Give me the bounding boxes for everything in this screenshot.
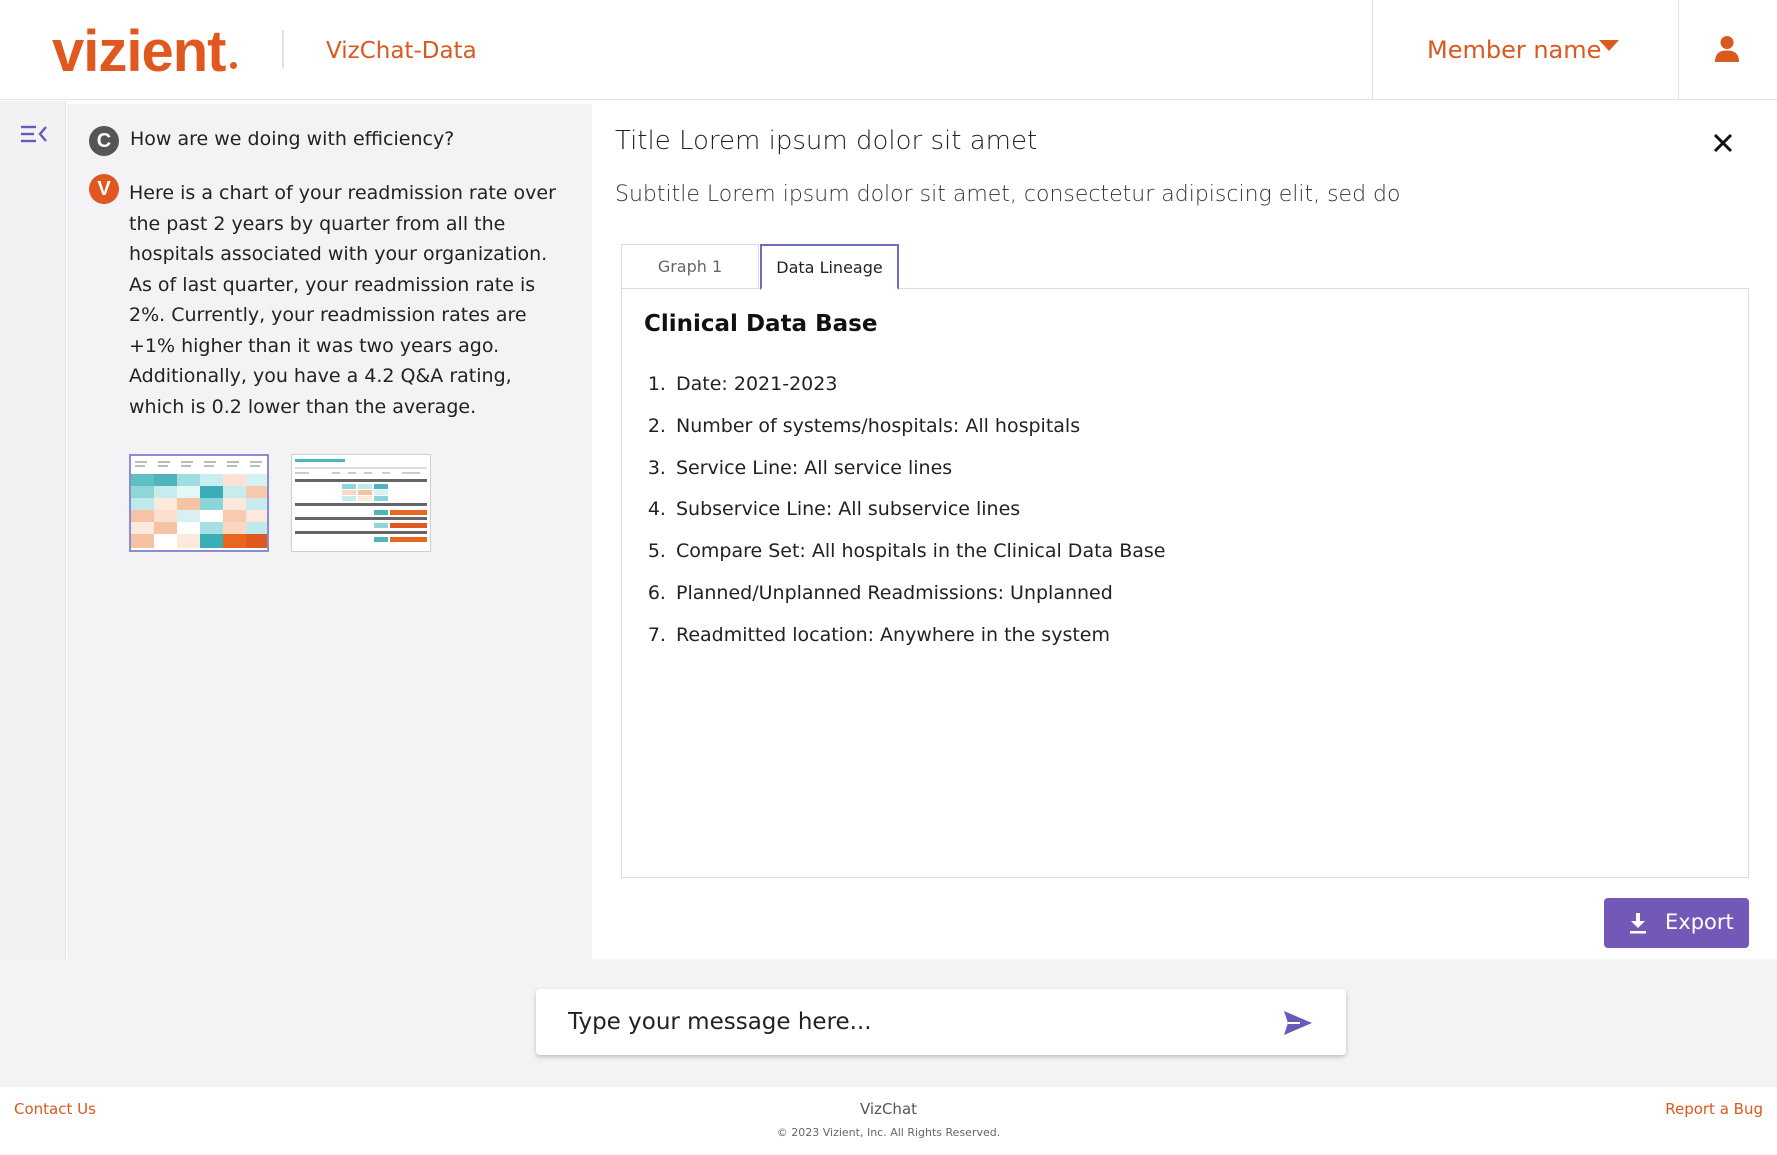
heatmap-thumbnail-image [131, 456, 267, 550]
detail-title: Title Lorem ipsum dolor sit amet [615, 126, 1038, 156]
vizient-logo[interactable]: vizient [52, 19, 226, 84]
caret-down-icon[interactable] [1599, 40, 1619, 51]
list-item: 6. Planned/Unplanned Readmissions: Unplanned [672, 578, 1165, 620]
user-icon[interactable] [1712, 34, 1742, 64]
send-icon[interactable] [1282, 1009, 1314, 1037]
contact-us-link[interactable]: Contact Us [14, 1100, 96, 1118]
list-item: 7. Readmitted location: Anywhere in the system [672, 620, 1165, 662]
app-header [0, 0, 1777, 100]
message-input[interactable] [568, 1006, 1248, 1038]
compose-area [0, 959, 1777, 1087]
left-rail [0, 101, 66, 959]
chart-thumbnail-heatmap[interactable] [129, 454, 269, 552]
collapse-menu-icon[interactable] [20, 123, 48, 147]
member-name[interactable]: Member name [1427, 36, 1602, 64]
list-item: 4. Subservice Line: All subservice lines [672, 494, 1165, 536]
table-thumbnail-image [292, 455, 430, 551]
tab-graph-1[interactable]: Graph 1 [621, 244, 759, 290]
app-name: VizChat-Data [326, 38, 477, 64]
footer [0, 1087, 1777, 1155]
logo-registered-mark [230, 62, 237, 69]
report-bug-link[interactable]: Report a Bug [1665, 1100, 1763, 1118]
footer-app-name: VizChat [859, 1100, 918, 1118]
copyright: © 2023 Vizient, Inc. All Rights Reserved. [776, 1126, 1001, 1139]
list-item: 3. Service Line: All service lines [672, 453, 1165, 495]
chat-panel [67, 104, 592, 959]
detail-panel [592, 104, 1777, 959]
header-divider [282, 30, 284, 68]
message-composer [536, 989, 1346, 1055]
tab-data-lineage[interactable]: Data Lineage [760, 244, 899, 290]
export-button[interactable] [1604, 898, 1749, 948]
download-icon [1628, 912, 1648, 934]
close-icon[interactable] [1710, 130, 1736, 156]
assistant-answer: Here is a chart of your readmission rate over the past 2 years by quarter from all the hospitals associated with your organization. As of last quarter, your readmission rate is 2%. Currently, your readmission rates are +1% higher than it was two years ago. Additionally, you have a 4.2 Q&A rating, which is 0.2 lower than the average. [129, 182, 556, 418]
assistant-avatar: V [89, 174, 119, 204]
data-lineage-content [621, 288, 1749, 878]
lineage-heading: Clinical Data Base [644, 311, 878, 337]
lineage-list [672, 369, 1165, 662]
list-item: 2. Number of systems/hospitals: All hospitals [672, 411, 1165, 453]
member-menu[interactable] [1372, 0, 1679, 100]
list-item: 5. Compare Set: All hospitals in the Clinical Data Base [672, 536, 1165, 578]
user-avatar: C [89, 126, 119, 156]
export-label: Export [1665, 910, 1734, 934]
list-item: 1. Date: 2021-2023 [672, 369, 1165, 411]
user-question: How are we doing with efficiency? [130, 128, 455, 150]
chart-thumbnail-table[interactable] [291, 454, 431, 552]
detail-subtitle: Subtitle Lorem ipsum dolor sit amet, consectetur adipiscing elit, sed do [615, 182, 1401, 207]
